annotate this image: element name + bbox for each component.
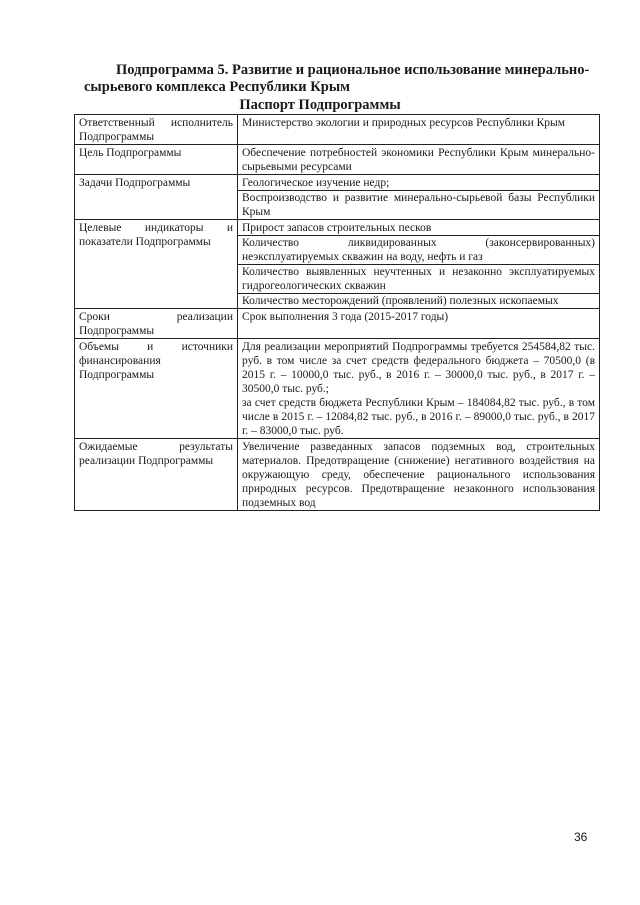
title-line-2: сырьевого комплекса Республики Крым	[84, 79, 351, 95]
row-label: Сроки реализации Подпрограммы	[75, 309, 238, 339]
task-item: Воспроизводство и развитие минерально-сырьевой базы Республики Крым	[242, 192, 595, 218]
passport-table	[74, 114, 600, 511]
row-value-group	[238, 220, 600, 309]
row-label: Задачи Подпрограммы	[75, 175, 238, 220]
document-title	[84, 62, 604, 96]
page-number: 36	[574, 830, 588, 844]
funding-text-regional: за счет средств бюджета Республики Крым – 184084,82 тыс. руб., в том числе в 2015 г. – 12084,82 тыс. руб., в 2016 г. – 89000,0 тыс. руб., в 2017 г. – 83000,0 тыс. руб.	[242, 397, 595, 437]
row-value: Министерство экологии и природных ресурсов Республики Крым	[238, 115, 600, 145]
row-value	[238, 339, 600, 439]
table-row	[75, 439, 600, 511]
row-label: Ожидаемые результаты реализации Подпрограммы	[75, 439, 238, 511]
indicator-item: Количество ликвидированных (законсервированных) неэксплуатируемых скважин на воду, нефть и газ	[238, 236, 599, 265]
indicator-item: Количество выявленных неучтенных и незаконно эксплуатируемых гидрогеологических скважин	[238, 265, 599, 294]
row-value: Увеличение разведанных запасов подземных вод, строительных материалов. Предотвращение (снижение) негативного воздействия на окружающую среду, обеспечение рационального использования природных ресурсов. Предотвращение незаконного использования подземных вод	[238, 439, 600, 511]
task-item: Геологическое изучение недр;	[238, 176, 599, 191]
table-row	[75, 145, 600, 175]
row-value-group	[238, 175, 600, 220]
table-row	[75, 115, 600, 145]
table-row	[75, 220, 600, 309]
row-label: Объемы и источники финансирования Подпрограммы	[75, 339, 238, 439]
title-line-1: Подпрограмма 5. Развитие и рациональное использование минерально-	[116, 62, 590, 78]
row-label: Ответственный исполнитель Подпрограммы	[75, 115, 238, 145]
indicator-item: Прирост запасов строительных песков	[238, 221, 599, 236]
row-label: Цель Подпрограммы	[75, 145, 238, 175]
row-label: Целевые индикаторы и показатели Подпрограммы	[75, 220, 238, 309]
funding-text-federal: Для реализации мероприятий Подпрограммы требуется 254584,82 тыс. руб. в том числе за счет средств федерального бюджета – 70500,0 (в 2015 г. – 10000,0 тыс. руб., в 2016 г. – 30000,0 тыс. руб., в 2017 г. – 30500,0 тыс. руб.;	[242, 341, 595, 395]
row-value: Обеспечение потребностей экономики Республики Крым минерально-сырьевыми ресурсами	[238, 145, 600, 175]
table-row	[75, 309, 600, 339]
table-row	[75, 339, 600, 439]
indicator-item: Количество месторождений (проявлений) полезных ископаемых	[242, 295, 559, 307]
passport-heading: Паспорт Подпрограммы	[239, 97, 401, 113]
row-value: Срок выполнения 3 года (2015-2017 годы)	[238, 309, 600, 339]
table-row	[75, 175, 600, 220]
